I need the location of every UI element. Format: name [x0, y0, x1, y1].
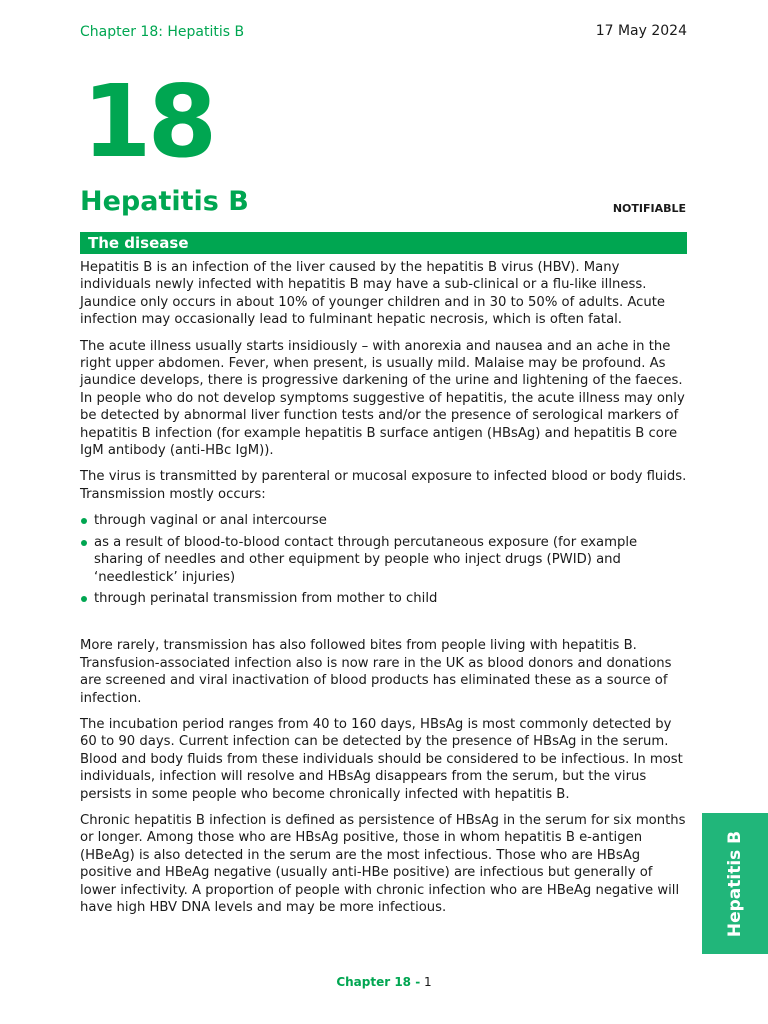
bullet-icon	[81, 540, 87, 546]
bullet-icon	[81, 518, 87, 524]
section-heading-bar	[80, 232, 687, 254]
footer-page-number: 1	[424, 975, 432, 989]
notifiable-label: NOTIFIABLE	[612, 202, 686, 215]
list-item-text: as a result of blood-to-blood contact through percutaneous exposure (for example sharing of needles and other equipment by people who inject drugs (PWID) and ‘needlestick’ injuries)	[94, 534, 638, 585]
running-header-chapter: Chapter 18: Hepatitis B	[80, 24, 245, 40]
side-chapter-tab	[702, 813, 768, 954]
paragraph: The incubation period ranges from 40 to 160 days, HBsAg is most commonly detected by 60 to 90 days. Current infection can be detected by the presence of HBsAg in the serum. Blood and body fluids from these individuals should be considered to be infectious. In most individuals, infection will resolve and HBsAg disappears from the serum, but the virus persists in some people who become chronically infected with hepatitis B.	[80, 716, 683, 802]
paragraph: The acute illness usually starts insidiously – with anorexia and nausea and an ache in the right upper abdomen. Fever, when present, is usually mild. Malaise may be profound. As jaundice develops, there is progressive darkening of the urine and lightening of the faeces. In people who do not develop symptoms suggestive of hepatitis, the acute illness may only be detected by abnormal liver function tests and/or the presence of serological markers of hepatitis B infection (for example hepatitis B surface antigen (HBsAg) and hepatitis B core IgM antibody (anti-HBc IgM)).	[80, 338, 685, 459]
paragraph: Hepatitis B is an infection of the liver caused by the hepatitis B virus (HBV). Many individuals newly infected with hepatitis B may have a sub-clinical or a flu-like illness. Jaundice only occurs in about 10% of younger children and in 30 to 50% of adults. Acute infection may occasionally lead to fulminant hepatic necrosis, which is often fatal.	[80, 260, 666, 328]
side-tab-label: Hepatitis B	[725, 830, 745, 937]
list-item-text: through perinatal transmission from mother to child	[94, 590, 438, 606]
running-header-date: 17 May 2024	[595, 23, 687, 39]
list-item	[80, 534, 690, 586]
chapter-number: 18	[82, 63, 214, 180]
transmission-list	[80, 512, 690, 607]
list-item	[80, 512, 690, 529]
list-item-text: through vaginal or anal intercourse	[94, 513, 327, 529]
chapter-title: Hepatitis B	[80, 186, 249, 217]
paragraph: More rarely, transmission has also followed bites from people living with hepatitis B. Transfusion-associated infection also is now rare in the UK as blood donors and donations are screened and viral inactivation of blood products has eliminated these as a source of infection.	[80, 638, 672, 706]
list-item	[80, 590, 690, 607]
section-heading: The disease	[88, 234, 189, 252]
body-content	[80, 259, 690, 925]
paragraph: Chronic hepatitis B infection is defined as persistence of HBsAg in the serum for six months or longer. Among those who are HBsAg positive, those in whom hepatitis B e-antigen (HBeAg) is also detected in the serum are the most infectious. Those who are HBsAg positive and HBeAg negative (usually anti-HBe positive) are infectious but generally of lower infectivity. A proportion of people with chronic infection who are HBeAg negative will have high HBV DNA levels and may be more infectious.	[80, 812, 686, 915]
bullet-icon	[81, 596, 87, 602]
page-footer	[0, 975, 768, 989]
footer-chapter-label: Chapter 18 -	[336, 975, 421, 989]
paragraph: The virus is transmitted by parenteral or mucosal exposure to infected blood or body fluids. Transmission mostly occurs:	[80, 469, 687, 502]
